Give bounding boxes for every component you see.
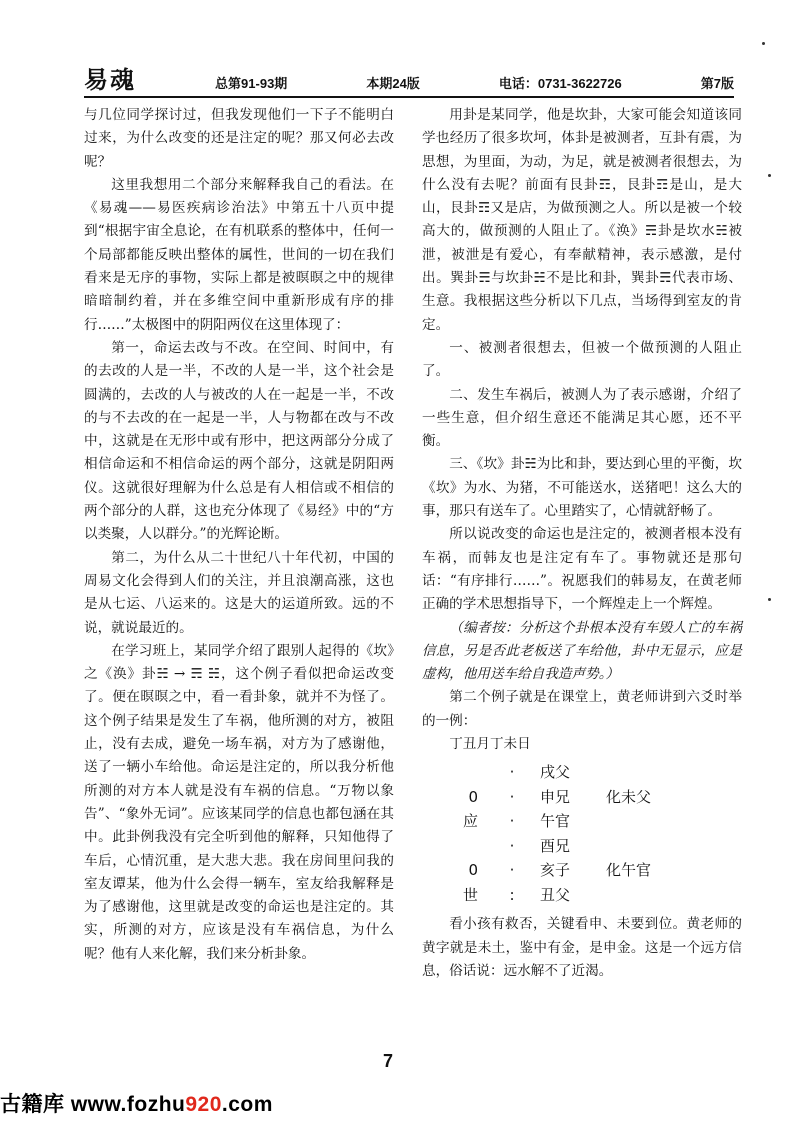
- line-name: 申兄: [540, 787, 571, 806]
- hexagram-row: [422, 785, 742, 810]
- line-mark: ·: [509, 763, 515, 782]
- line-change: 化午官: [606, 861, 652, 880]
- hexagram-table: [422, 760, 742, 907]
- line-position: [422, 834, 484, 859]
- line-position: 世: [462, 885, 478, 904]
- scan-speck: [768, 598, 771, 601]
- line-name: 酉兄: [540, 836, 571, 855]
- hexagram-row: [422, 834, 742, 859]
- phone-number: 电话：0731-3622726: [498, 76, 622, 91]
- paragraph: 在学习班上，某同学介绍了跟别人起得的《坎》之《涣》卦☵ → ☴ ☵，这个例子看似把命运改变了。便在暝暝之中，看一看卦象，就并不为怪了。这个例子结果是发生了车祸，他所测的对方，被阻止，没有去成，避免一场车祸，对方为了感谢他，送了一辆小车给他。命运是注定的，所以我分析他所测的对方本人就是没有车祸的信息。“万物以象告”、“象外无词”。应该某同学的信息也都包涵在其中。此卦例我没有完全听到他的解释，只知他得了车后，心情沉重，是大悲大悲。我在房间里问我的室友谭某，他为什么会得一辆车，室友给我解释是为了感谢他，这里就是改变的命运也是注定的。其实，所测的对方，应该是没有车祸信息，为什么呢？他有人来化解，我们来分析卦象。: [84, 642, 394, 962]
- line-mark: ·: [509, 836, 515, 855]
- left-column: [84, 104, 394, 966]
- line-change: [606, 834, 696, 859]
- line-position: 0: [468, 861, 478, 880]
- paragraph: 用卦是某同学，他是坎卦，大家可能会知道该同学也经历了很多坎坷，体卦是被测者，互卦有震，为思想，为里面，为动，为足，就是被测者很想去，为什么没有去呢？前面有艮卦☶，艮卦☶是山，是大山，艮卦☶又是店，为做预测之人。所以是被一个较高大的，做预测的人阻止了。《涣》☴卦是坎水☵被泄，被泄是有爱心，有奉献精神，表示感激，是付出。巽卦☴与坎卦☵不是比和卦，巽卦☴代表市场、生意。我根据这些分析以下几点，当场得到室友的肯定。: [422, 107, 742, 333]
- watermark-accent: 920: [185, 1093, 222, 1116]
- line-change: 化未父: [606, 787, 652, 806]
- line-position: [422, 760, 484, 785]
- page-header: [84, 64, 734, 98]
- hexagram-row: [422, 760, 742, 785]
- edition-count: 本期24版: [366, 76, 420, 91]
- hexagram-row: [422, 883, 742, 908]
- scan-speck: [762, 42, 765, 45]
- site-watermark: [0, 1088, 273, 1118]
- issue-number: 总第91-93期: [215, 76, 288, 91]
- watermark-prefix: 古籍库 www.fozhu: [0, 1093, 186, 1116]
- paragraph: 第二个例子就是在课堂上，黄老师讲到六爻时举的一例：: [422, 689, 742, 729]
- line-mark: ·: [509, 787, 515, 806]
- paragraph: 第一，命运去改与不改。在空间、时间中，有的去改的人是一半，不改的人是一半，这个社会是圆满的，去改的人与被改的人在一起是一半，不改的与不去改的在一起是一半，人与物都在改与不改中，这就是在无形中或有形中，把这两部分分成了相信命运和不相信命运的两个部分，这就是阴阳两仪。这就很好理解为什么总是有人相信或不相信的两个部分的人群，这也充分体现了《易经》中的“方以类聚，人以群分。”的光辉论断。: [84, 339, 394, 543]
- editor-note: （编者按：分析这个卦根本没有车毁人亡的车祸信息，另是否此老板送了车给他，卦中无显示，应是虚构，他用送车给自我造声势。）: [422, 619, 742, 683]
- newspaper-logo: 易魂: [84, 65, 136, 94]
- page-label: 第7版: [700, 76, 734, 91]
- paragraph: 第二，为什么从二十世纪八十年代初，中国的周易文化会得到人们的关注，并且浪潮高涨，这也是从七运、八运来的。这是大的运道所致。远的不说，就说最近的。: [84, 549, 394, 636]
- line-mark: ·: [509, 812, 515, 831]
- line-name: 亥子: [540, 861, 571, 880]
- scan-speck: [768, 174, 771, 177]
- paragraph: 三、《坎》卦☵为比和卦，要达到心里的平衡，坎《坎》为水、为猪，不可能送水，送猪吧！这么大的事，那只有送车了。心里踏实了，心情就舒畅了。: [422, 456, 742, 520]
- date-line: 丁丑月丁未日: [449, 736, 531, 753]
- paragraph: 二、发生车祸后，被测人为了表示感谢，介绍了一些生意，但介绍生意还不能满足其心愿，还不平衡。: [422, 386, 742, 450]
- line-position: 应: [462, 812, 478, 831]
- line-change: [606, 809, 696, 834]
- line-name: 戌父: [540, 763, 571, 782]
- hexagram-row: [422, 809, 742, 834]
- line-mark: ·: [509, 861, 515, 880]
- line-name: 丑父: [540, 885, 571, 904]
- paragraph: 所以说改变的命运也是注定的，被测者根本没有车祸，而韩友也是注定有车了。事物就还是那句话：“有序排行……”。祝愿我们的韩易友，在黄老师正确的学术思想指导下，一个辉煌走上一个辉煌。: [422, 526, 742, 613]
- right-column: [422, 104, 742, 983]
- watermark-suffix: .com: [221, 1093, 273, 1116]
- paragraph: 一、被测者很想去，但被一个做预测的人阻止了。: [422, 339, 742, 380]
- paragraph: 这里我想用二个部分来解释我自己的看法。在《易魂——易医疾病诊治法》中第五十八页中提到“根据宇宙全息论，在有机联系的整体中，任何一个局部都能反映出整体的属性，世间的一切在我们看来是无序的事物，实际上都是被暝暝之中的规律暗暗制约着，并在多维空间中重新形成有序的排行……”太极图中的阴阳两仪在这里体现了：: [84, 176, 394, 333]
- line-mark: :: [509, 885, 515, 904]
- line-position: 0: [468, 787, 478, 806]
- hexagram-row: [422, 858, 742, 883]
- page-number: 7: [383, 1051, 394, 1071]
- line-change: [606, 760, 696, 785]
- line-change: [606, 883, 696, 908]
- paragraph: 与几位同学探讨过，但我发现他们一下子不能明白过来，为什么改变的还是注定的呢？那又何必去改呢？: [84, 107, 394, 170]
- paragraph: 看小孩有救否，关键看申、未要到位。黄老师的黄字就是未土，鉴中有金，是申金。这是一个远方信息，俗话说：远水解不了近渴。: [422, 916, 742, 979]
- line-name: 午官: [540, 812, 571, 831]
